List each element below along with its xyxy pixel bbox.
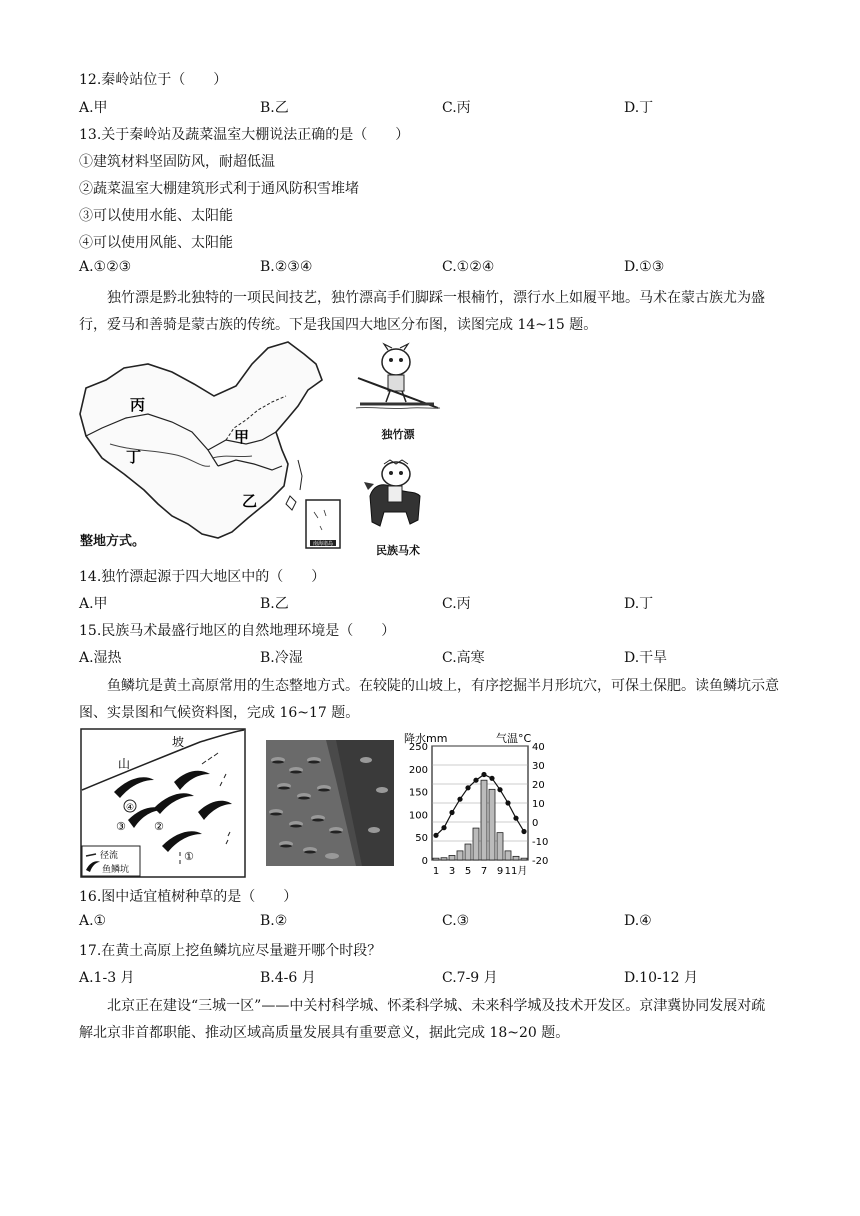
schematic-marker-2: ② xyxy=(154,820,164,833)
q14-option-a[interactable]: A.甲 xyxy=(79,596,108,612)
chart-left-tick-label: 50 xyxy=(415,833,428,845)
map-inset-label: 南海诸岛 xyxy=(313,541,334,547)
temperature-point xyxy=(457,797,462,802)
temperature-point xyxy=(441,825,446,830)
schematic-marker-4: ④ xyxy=(126,803,135,813)
chart-right-tick-label: 0 xyxy=(532,818,539,829)
fish-scale-pit-schematic xyxy=(80,728,246,878)
temperature-point xyxy=(473,778,478,783)
pictures-panel xyxy=(350,342,446,560)
question-12-stem: 12.秦岭站位于（ ） xyxy=(79,72,228,88)
q13-statement-3: ③可以使用水能、太阳能 xyxy=(79,208,233,224)
q16-option-a[interactable]: A.① xyxy=(79,913,107,929)
chart-left-tick-label: 200 xyxy=(408,764,428,776)
horse-riding-picture xyxy=(364,460,420,526)
map-overlap-caption: 整地方式。 xyxy=(80,534,146,549)
chart-left-axis-title: 降水mm xyxy=(404,732,448,745)
q14-option-d[interactable]: D.丁 xyxy=(624,596,654,612)
chart-x-tick-label: 7 xyxy=(480,866,488,877)
precipitation-bar xyxy=(513,856,519,860)
temperature-point xyxy=(521,829,526,834)
bamboo-rafting-picture xyxy=(350,342,446,560)
q13-option-d[interactable]: D.①③ xyxy=(624,259,665,275)
map-region-label-ding: 丁 xyxy=(126,448,142,466)
schematic-marker-1: ① xyxy=(184,850,194,863)
chart-x-tick-label: 11月 xyxy=(504,866,528,877)
precipitation-bar xyxy=(449,855,455,860)
temperature-line xyxy=(436,775,524,836)
temperature-point xyxy=(449,810,454,815)
q15-option-a[interactable]: A.湿热 xyxy=(79,650,122,666)
chart-left-tick-label: 100 xyxy=(408,810,428,822)
temperature-point xyxy=(505,800,510,805)
temperature-point xyxy=(497,787,502,792)
q15-option-d[interactable]: D.干旱 xyxy=(624,650,668,666)
precipitation-bar xyxy=(497,833,503,860)
passage-18-20: 北京正在建设“三城一区”——中关村科学城、怀柔科学城、未来科学城及技术开发区。京津冀协同发展对疏解北京非首都职能、推动区域高质量发展具有重要意义，据此完成 18~20 题。 xyxy=(79,998,766,1041)
q16-option-c[interactable]: C.③ xyxy=(442,913,470,929)
q17-option-b[interactable]: B.4-6 月 xyxy=(260,970,316,986)
chart-right-tick-label: -10 xyxy=(532,837,549,848)
temperature-point xyxy=(481,772,486,777)
chart-left-tick-label: 0 xyxy=(421,856,428,867)
chart-left-tick-label: 150 xyxy=(408,787,428,799)
q12-option-c[interactable]: C.丙 xyxy=(442,100,471,116)
temperature-point xyxy=(513,816,518,821)
q17-option-a[interactable]: A.1-3 月 xyxy=(79,970,135,986)
precipitation-bar xyxy=(457,851,463,860)
chart-right-axis-title: 气温°C xyxy=(496,732,532,745)
horse-riding-label: 民族马术 xyxy=(376,544,420,557)
climate-chart xyxy=(398,730,558,880)
q12-option-d[interactable]: D.丁 xyxy=(624,100,654,116)
chart-x-tick-label: 5 xyxy=(464,866,472,877)
chart-right-tick-label: 40 xyxy=(532,742,545,753)
legend-runoff: 径流 xyxy=(100,851,119,861)
schematic-marker-3: ③ xyxy=(116,820,126,833)
precipitation-bar xyxy=(505,851,511,860)
q13-statement-4: ④可以使用风能、太阳能 xyxy=(79,235,233,251)
question-13-stem: 13.关于秦岭站及蔬菜温室大棚说法正确的是（ ） xyxy=(79,127,410,143)
slope-label-shan: 山 xyxy=(118,757,131,771)
precipitation-bar xyxy=(473,828,479,860)
q13-option-c[interactable]: C.①②④ xyxy=(442,259,495,275)
chart-right-tick-label: 20 xyxy=(532,780,545,791)
legend-fish-scale-pit: 鱼鳞坑 xyxy=(102,865,130,875)
passage-14-15: 独竹漂是黔北独特的一项民间技艺，独竹漂高手们脚踩一根楠竹，漂行水上如履平地。马术在蒙古族尤为盛行，爱马和善骑是蒙古族的传统。下是我国四大地区分布图，读图完成 14~15 题。 xyxy=(79,290,765,333)
temperature-point xyxy=(465,785,470,790)
bamboo-rafting-label: 独竹漂 xyxy=(381,428,415,441)
q15-option-b[interactable]: B.冷湿 xyxy=(260,650,303,666)
chart-right-tick-label: 10 xyxy=(532,799,545,810)
q16-option-d[interactable]: D.④ xyxy=(624,913,652,929)
q17-option-d[interactable]: D.10-12 月 xyxy=(624,970,698,986)
map-region-label-bing: 丙 xyxy=(130,396,146,414)
q15-option-c[interactable]: C.高寒 xyxy=(442,650,485,666)
map-region-label-yi: 乙 xyxy=(242,492,258,510)
precipitation-bar xyxy=(489,789,495,860)
question-16-stem: 16.图中适宜植树种草的是（ ） xyxy=(79,889,298,905)
temperature-point xyxy=(489,776,494,781)
q13-statement-1: ①建筑材料坚固防风，耐超低温 xyxy=(79,154,275,170)
china-regions-map xyxy=(76,340,352,552)
question-15-stem: 15.民族马术最盛行地区的自然地理环境是（ ） xyxy=(79,623,396,639)
slope-label-po: 坡 xyxy=(172,735,185,749)
precipitation-bar xyxy=(481,780,487,860)
q13-statement-2: ②蔬菜温室大棚建筑形式利于通风防积雪堆堵 xyxy=(79,181,359,197)
temperature-point xyxy=(433,833,438,838)
precipitation-bar xyxy=(521,858,527,860)
chart-x-tick-label: 1 xyxy=(432,866,440,877)
chart-right-tick-label: 30 xyxy=(532,761,545,772)
q14-option-c[interactable]: C.丙 xyxy=(442,596,471,612)
q16-option-b[interactable]: B.② xyxy=(260,913,288,929)
precipitation-bar xyxy=(433,858,439,860)
fish-scale-pit-photo xyxy=(266,740,394,866)
q12-option-b[interactable]: B.乙 xyxy=(260,100,289,116)
map-region-label-jia: 甲 xyxy=(234,428,250,446)
q12-option-a[interactable]: A.甲 xyxy=(79,100,108,116)
q17-option-c[interactable]: C.7-9 月 xyxy=(442,970,498,986)
chart-x-tick-label: 3 xyxy=(448,866,456,877)
passage-16-17: 鱼鳞坑是黄土高原常用的生态整地方式。在较陡的山坡上，有序挖掘半月形坑穴，可保土保肥。读鱼鳞坑示意图、实景图和气候资料图，完成 16~17 题。 xyxy=(79,678,779,721)
q13-option-b[interactable]: B.②③④ xyxy=(260,259,313,275)
chart-left-tick-label: 250 xyxy=(408,742,428,753)
question-14-stem: 14.独竹漂起源于四大地区中的（ ） xyxy=(79,569,326,585)
q14-option-b[interactable]: B.乙 xyxy=(260,596,289,612)
chart-x-tick-label: 9 xyxy=(496,866,504,877)
q13-option-a[interactable]: A.①②③ xyxy=(79,259,132,275)
precipitation-bar xyxy=(465,844,471,860)
chart-right-tick-label: -20 xyxy=(532,856,549,867)
precipitation-bar xyxy=(441,858,447,860)
question-17-stem: 17.在黄土高原上挖鱼鳞坑应尽量避开哪个时段？ xyxy=(79,943,382,959)
